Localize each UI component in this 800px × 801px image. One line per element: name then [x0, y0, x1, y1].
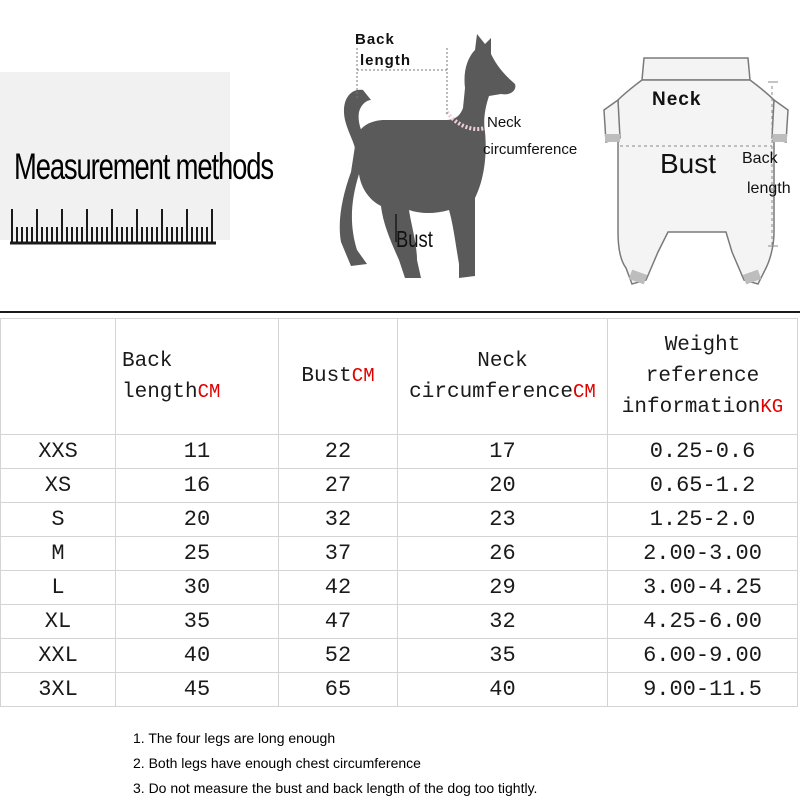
size-cell: S — [1, 503, 116, 537]
measurement-notes — [133, 726, 537, 801]
weight-cell: 9.00-11.5 — [608, 673, 798, 707]
back-length-cell: 25 — [116, 537, 279, 571]
header-weight — [608, 319, 798, 435]
bust-cell: 22 — [279, 435, 398, 469]
header-neck-line2: circumference — [409, 380, 573, 404]
header-back-length — [116, 319, 279, 435]
bust-cell: 47 — [279, 605, 398, 639]
bust-cell: 32 — [279, 503, 398, 537]
dog-bust-label: Bust — [396, 226, 433, 252]
size-cell: XL — [1, 605, 116, 639]
header-neck — [398, 319, 608, 435]
note-item: 2. Both legs have enough chest circumference — [133, 755, 421, 771]
dog-neck-label-line1: Neck — [487, 114, 522, 131]
back-length-cell: 16 — [116, 469, 279, 503]
neck-cell: 29 — [398, 571, 608, 605]
coat-back-length-label-line1: Back — [742, 150, 778, 167]
size-chart-table — [0, 318, 798, 707]
size-cell: M — [1, 537, 116, 571]
note-item: 3. Do not measure the bust and back length of the dog too tightly. — [133, 780, 538, 796]
size-cell: XS — [1, 469, 116, 503]
table-row — [1, 673, 798, 707]
measurement-illustration-panel — [0, 0, 800, 312]
weight-cell: 3.00-4.25 — [608, 571, 798, 605]
neck-cell: 20 — [398, 469, 608, 503]
back-length-cell: 30 — [116, 571, 279, 605]
measurement-methods-title: Measurement methods — [14, 146, 273, 187]
size-cell: XXS — [1, 435, 116, 469]
header-weight-line1: Weight — [664, 334, 741, 357]
back-length-cell: 35 — [116, 605, 279, 639]
weight-cell: 6.00-9.00 — [608, 639, 798, 673]
header-back-length-line1: Back — [122, 349, 173, 373]
table-row — [1, 605, 798, 639]
dog-back-length-label-line1: Back — [355, 31, 395, 48]
back-length-cell: 45 — [116, 673, 279, 707]
size-cell: XXL — [1, 639, 116, 673]
header-weight-line3: information — [621, 396, 761, 419]
header-back-length-line2: length — [122, 380, 198, 404]
table-row — [1, 435, 798, 469]
coat-bust-label: Bust — [660, 148, 717, 179]
table-row — [1, 639, 798, 673]
dog-neck-label-line2: circumference — [483, 141, 578, 158]
header-size-cell — [1, 319, 116, 435]
table-row — [1, 571, 798, 605]
header-neck-line1: Neck — [477, 349, 528, 373]
header-neck-unit: CM — [573, 380, 596, 403]
header-bust-text: Bust — [301, 365, 352, 388]
back-length-cell: 40 — [116, 639, 279, 673]
header-back-length-unit: CM — [197, 380, 221, 403]
neck-cell: 26 — [398, 537, 608, 571]
neck-cell: 32 — [398, 605, 608, 639]
weight-cell: 1.25-2.0 — [608, 503, 798, 537]
header-bust-unit: CM — [351, 365, 375, 387]
weight-cell: 4.25-6.00 — [608, 605, 798, 639]
size-cell: 3XL — [1, 673, 116, 707]
table-header-row — [1, 319, 798, 435]
coat-neck-label: Neck — [652, 89, 702, 110]
neck-cell: 40 — [398, 673, 608, 707]
bust-cell: 52 — [279, 639, 398, 673]
weight-cell: 0.25-0.6 — [608, 435, 798, 469]
header-weight-unit: KG — [760, 396, 784, 418]
neck-cell: 17 — [398, 435, 608, 469]
neck-cell: 35 — [398, 639, 608, 673]
weight-cell: 0.65-1.2 — [608, 469, 798, 503]
table-row — [1, 503, 798, 537]
neck-cell: 23 — [398, 503, 608, 537]
coat-back-length-label-line2: length — [747, 180, 791, 197]
dog-back-length-label-line2: length — [360, 52, 411, 69]
table-row — [1, 469, 798, 503]
bust-cell: 27 — [279, 469, 398, 503]
section-divider — [0, 311, 800, 313]
header-weight-line2: reference — [645, 365, 760, 388]
bust-cell: 65 — [279, 673, 398, 707]
back-length-cell: 11 — [116, 435, 279, 469]
weight-cell: 2.00-3.00 — [608, 537, 798, 571]
bust-cell: 42 — [279, 571, 398, 605]
note-item: 1. The four legs are long enough — [133, 730, 336, 746]
bust-cell: 37 — [279, 537, 398, 571]
table-row — [1, 537, 798, 571]
header-bust — [279, 319, 398, 435]
size-cell: L — [1, 571, 116, 605]
ruler-icon — [10, 205, 220, 247]
back-length-cell: 20 — [116, 503, 279, 537]
